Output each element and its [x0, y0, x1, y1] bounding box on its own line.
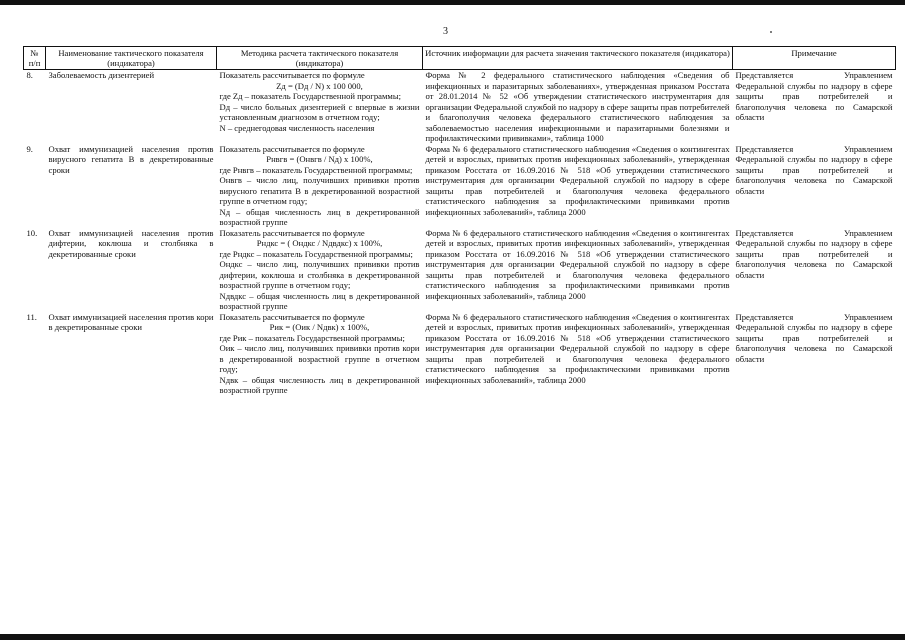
- indicator-method: [217, 70, 423, 144]
- header-num: № п/п: [24, 47, 46, 70]
- indicator-source: Форма № 2 федерального статистического наблюдения «Сведения об инфекционных и паразитарных заболеваниях», утвержденная приказом Росстата от 28.01.2014 № 52 «Об утверждении статистического инструментария для организации Федеральной службой по надзору в сфере защиты прав потребителей и благополучия человека федерального статистического наблюдения за заболеваемостью населения инфекционными и паразитарными болезнями и профилактическими прививками», таблица 1000: [425, 70, 730, 143]
- method-formula: Рнвгв = (Онвгв / Nд) х 100%,: [266, 154, 373, 164]
- method-formula: Рндкс = ( Ондкс / Nдвдкс) х 100%,: [256, 238, 383, 248]
- indicator-source: Форма № 6 федерального статистического наблюдения «Сведения о контингентах детей и взрослых, привитых против инфекционных заболеваний», утвержденная приказом Росстата от 16.09.2016 № 518 «Об утверждении статистического инструментария для организации Федеральной службой по надзору в сфере защиты прав потребителей и благополучия человека федерального статистического наблюдения за профилактическими прививками против инфекционных заболеваний», таблица 2000: [425, 143, 730, 217]
- method-line: Ондкс – число лиц, получивших прививки против дифтерии, коклюша и столбняка в декретированной возрастной группе в отчетном году;: [219, 259, 420, 290]
- indicator-source: Форма № 6 федерального статистического наблюдения «Сведения о контингентах детей и взрослых, привитых против инфекционных заболеваний», утвержденная приказом Росстата от 16.09.2016 № 518 «Об утверждении статистического инструментария для организации Федеральной службой по надзору в сфере защиты прав потребителей и благополучия человека федерального статистического наблюдения за профилактическими прививками против инфекционных заболеваний», таблица 2000: [425, 311, 730, 385]
- method-line: Nд – общая численность лиц в декретированной возрастной группе: [219, 206, 420, 227]
- indicator-name: Охват иммунизацией населения против кори в декретированные сроки: [48, 311, 214, 332]
- indicator-name: Охват иммунизацией населения против дифтерии, коклюша и столбняка в декретированные сроки: [48, 227, 214, 259]
- table-row: [24, 228, 896, 312]
- method-line: N – среднегодовая численность населения: [219, 122, 375, 133]
- indicator-note: Представляется Управлением Федеральной службы по надзору в сфере защиты прав потребителей и благополучия человека по Самарской области: [735, 70, 893, 122]
- method-intro: Показатель рассчитывается по формуле: [219, 70, 365, 80]
- table-row: [24, 312, 896, 396]
- scan-top-edge: [0, 0, 905, 5]
- row-number: 10.: [26, 227, 38, 238]
- indicators-table: [23, 46, 896, 396]
- header-source: Источник информации для расчета значения тактического показателя (индикатора): [423, 47, 733, 70]
- method-line: где Рнвгв – показатель Государственной программы;: [219, 164, 413, 175]
- indicator-method: [217, 228, 423, 312]
- row-number: 8.: [26, 70, 33, 80]
- method-intro: Показатель рассчитывается по формуле: [219, 311, 365, 322]
- indicator-note: Представляется Управлением Федеральной службы по надзору в сфере защиты прав потребителей и благополучия человека по Самарской области: [735, 143, 893, 196]
- header-note: Примечание: [733, 47, 896, 70]
- row-number: 9.: [26, 143, 33, 154]
- method-intro: Показатель рассчитывается по формуле: [219, 227, 365, 238]
- table-row: [24, 144, 896, 228]
- row-number: 11.: [26, 311, 37, 322]
- method-formula: Zд = (Dд / N) х 100 000,: [276, 80, 363, 91]
- indicator-name: Охват иммунизацией населения против вирусного гепатита В в декретированные сроки: [48, 143, 214, 175]
- indicator-note: Представляется Управлением Федеральной службы по надзору в сфере защиты прав потребителей и благополучия человека по Самарской области: [735, 227, 893, 280]
- indicator-note: Представляется Управлением Федеральной службы по надзору в сфере защиты прав потребителей и благополучия человека по Самарской области: [735, 311, 893, 364]
- method-line: Оик – число лиц, получивших прививки против кори в декретированной возрастной группе в отчетном году;: [219, 343, 420, 374]
- scan-bottom-edge: [0, 634, 905, 640]
- method-line: Nдвдкс – общая численность лиц в декретированной возрастной группе: [219, 290, 420, 311]
- method-line: где Рндкс – показатель Государственной программы;: [219, 248, 413, 259]
- indicator-name: Заболеваемость дизентерией: [48, 70, 155, 80]
- table-header-row: [24, 47, 896, 70]
- page-number: 3: [443, 26, 448, 37]
- header-name: Наименование тактического показателя (индикатора): [46, 47, 217, 70]
- method-line: Nдвк – общая численность лиц в декретированной возрастной группе: [219, 374, 420, 395]
- indicator-method: [217, 144, 423, 228]
- scan-speck: [770, 31, 772, 33]
- method-line: Онвгв – число лиц, получивших прививки против вирусного гепатита В в декретированной возрастной группе в отчетном году;: [219, 175, 420, 206]
- indicator-method: [217, 312, 423, 396]
- method-intro: Показатель рассчитывается по формуле: [219, 143, 365, 154]
- table-row: [24, 70, 896, 144]
- header-method: Методика расчета тактического показателя (индикатора): [217, 47, 423, 70]
- indicator-source: Форма № 6 федерального статистического наблюдения «Сведения о контингентах детей и взрослых, привитых против инфекционных заболеваний», утвержденная приказом Росстата от 16.09.2016 № 518 «Об утверждении статистического инструментария для организации Федеральной службой по надзору в сфере защиты прав потребителей и благополучия человека федерального статистического наблюдения за профилактическими прививками против инфекционных заболеваний», таблица 2000: [425, 227, 730, 301]
- method-line: где Рик – показатель Государственной программы;: [219, 332, 405, 343]
- method-formula: Рик = (Оик / Nдвк) х 100%,: [269, 322, 370, 332]
- method-line: Dд – число больных дизентерией с впервые в жизни установленным диагнозом в отчетном году;: [219, 101, 420, 122]
- method-line: где Zд – показатель Государственной программы;: [219, 91, 401, 101]
